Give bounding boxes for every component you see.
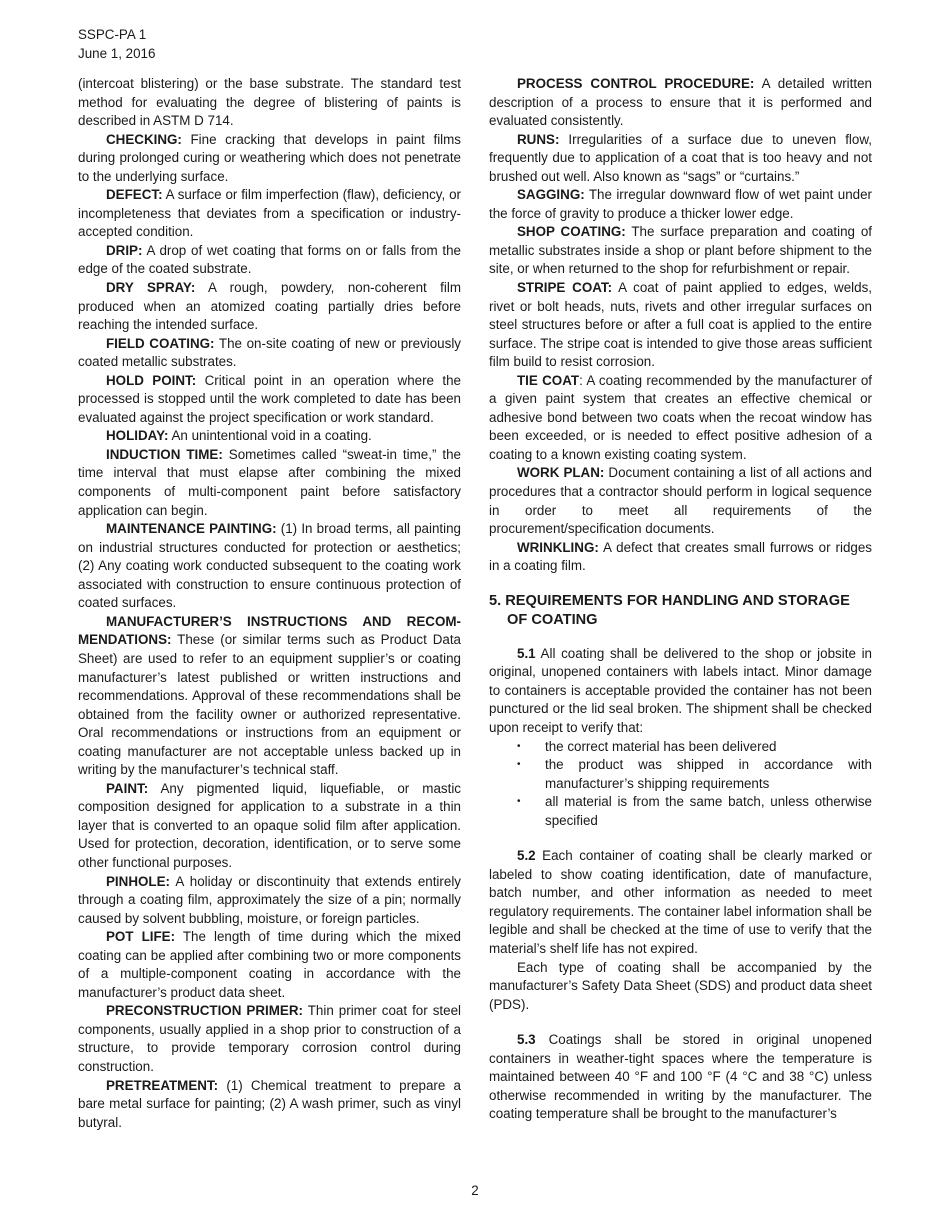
section-heading: 5. REQUIREMENTS FOR HANDLING AND STORAGE OF COATING — [489, 592, 850, 629]
definition-term: WRINKLING: — [517, 539, 599, 555]
definition-term: SHOP COATING: — [517, 224, 626, 240]
definition-text: The surface preparation and coating of metallic substrates inside a shop or plant before shipment to the site, or when returned to the shop for refurbishment or repair. — [489, 224, 873, 277]
definition-dry-spray — [78, 279, 461, 335]
definition-pot-life — [78, 928, 461, 1002]
paragraph-5-2 — [489, 847, 872, 958]
definition-pinhole — [78, 873, 461, 929]
definition-checking — [78, 131, 461, 187]
definition-term: DEFECT: — [106, 187, 163, 203]
continuation-paragraph: (intercoat blistering) or the base substrate. The standard test method for evaluating the degree of blistering of paints is described in ASTM D 714. — [78, 76, 461, 129]
definition-term: PRECONSTRUCTION PRIMER: — [106, 1003, 303, 1019]
definition-term: MANUFACTURER’S INSTRUCTIONS AND RECOM-MENDATIONS: — [78, 613, 461, 648]
definition-preconstruction-primer — [78, 1002, 461, 1076]
paragraph-text: Each container of coating shall be clearly marked or labeled to show coating identification, date of manufacture, batch number, and other information as needed to meet regulatory requirements. The container label information shall be legible and shall be checked at the time of use to verify that the material’s shelf life has not expired. — [489, 848, 872, 956]
paragraph-number: 5.3 — [517, 1032, 536, 1048]
definition-text: (1) Chemical treatment to prepare a bare metal surface for painting; (2) A wash primer, such as vinyl butyral. — [78, 1077, 461, 1130]
definition-text: Sometimes called “sweat-in time,” the time interval that must elapse after combining the mixed components of multi-component paint before satisfactory application can begin. — [78, 446, 461, 518]
definition-term: PAINT: — [106, 780, 149, 796]
definition-term: HOLD POINT: — [106, 372, 197, 388]
definition-hold-point — [78, 372, 461, 428]
definition-term: TIE COAT — [517, 372, 580, 388]
definition-text: Fine cracking that develops in paint films during prolonged curing or weathering which does not penetrate to the underlying surface. — [78, 131, 461, 184]
paragraph-5-3 — [489, 1031, 872, 1124]
paragraph-gap — [489, 830, 872, 847]
paragraph-5-2-followup: Each type of coating shall be accompanied by the manufacturer’s Safety Data Sheet (SDS) and product data sheet (PDS). — [489, 959, 872, 1012]
bullet-item: • all material is from the same batch, unless otherwise specified — [517, 793, 872, 830]
definition-term: RUNS: — [517, 131, 560, 147]
paragraph-number: 5.1 — [517, 645, 536, 661]
page-header — [78, 26, 155, 63]
definition-text: A drop of wet coating that forms on or falls from the edge of the coated substrate. — [78, 242, 461, 277]
definition-induction-time — [78, 446, 461, 520]
definition-text: An unintentional void in a coating. — [168, 428, 372, 444]
paragraph-number: 5.2 — [517, 848, 536, 864]
definition-term: POT LIFE: — [106, 929, 176, 945]
paragraph-text: Coatings shall be stored in original unopened containers in weather-tight spaces where the temperature is maintained between 40 °F and 100 °F (4 °C and 38 °C) unless otherwise recommended in writing by the manufacturer. The coating temperature shall be brought to the manufacturer’s — [489, 1032, 872, 1122]
bullet-item: • the correct material has been delivered — [517, 738, 872, 757]
bullet-item: • the product was shipped in accordance with manufacturer’s shipping requirements — [517, 756, 872, 793]
definition-holiday — [78, 427, 461, 446]
definition-text: A coat of paint applied to edges, welds, rivet or bolt heads, nuts, rivets and other irregular surfaces on steel structures before or after a full coat is applied to the entire surface. The stripe coat is intended to give those areas sufficient film build to resist corrosion. — [489, 280, 872, 370]
definition-term: PROCESS CONTROL PROCEDURE: — [517, 76, 755, 91]
definition-process-control-procedure — [489, 75, 872, 131]
definition-text: These (or similar terms such as Product Data Sheet) are used to refer to an equipment supplier’s or coating manufacturer’s latest published or written instructions and recommendations. Approval of these recommendations shall be obtained from the facility owner or authorized representative. Oral recommendations or instructions from an equipment or coating manufacturer are not acceptable unless backed up in writing by the manufacturer’s technical staff. — [78, 632, 461, 778]
bullet-list — [489, 738, 872, 831]
definition-text: A rough, powdery, non-coherent film produced when an atomized coating partially dries before reaching the intended surface. — [78, 280, 461, 333]
definition-maintenance-painting — [78, 520, 461, 613]
definition-text: (1) In broad terms, all painting on industrial structures conducted for protection or aesthetics; (2) Any coating work conducted subsequent to the coating work associated with construction to ensure continuous protection of coated surfaces. — [78, 521, 461, 611]
definition-term: MAINTENANCE PAINTING: — [106, 521, 277, 537]
definition-drip — [78, 242, 461, 279]
definition-term: PRETREATMENT: — [106, 1077, 219, 1093]
definition-shop-coating — [489, 223, 872, 279]
page-number: 2 — [471, 1183, 479, 1198]
definition-term: DRIP: — [106, 242, 143, 258]
definition-stripe-coat — [489, 279, 872, 372]
definition-term: STRIPE COAT: — [517, 280, 613, 296]
definition-text: Critical point in an operation where the processed is stopped until the work completed to date has been evaluated against the project specification or work standard. — [78, 372, 461, 425]
definition-term: INDUCTION TIME: — [106, 446, 223, 462]
paragraph-text: All coating shall be delivered to the shop or jobsite in original, unopened containers with labels intact. Minor damage to containers is acceptable provided the container has not been punctured or the lid seal broken. The shipment shall be checked upon receipt to verify that: — [489, 645, 872, 735]
definition-term: CHECKING: — [106, 131, 182, 147]
definition-text: Document containing a list of all actions and procedures that a contractor should perform in logical sequence in order to meet all requirements of the procurement/specification documents. — [489, 465, 872, 537]
definition-pretreatment — [78, 1077, 461, 1133]
definition-text: A holiday or discontinuity that extends entirely through a coating film, approximately the size of a pin; normally caused by solvent bubbling, moisture, or foreign particles. — [78, 873, 461, 926]
definition-text: Thin primer coat for steel components, usually applied in a shop prior to construction of a structure, to provide temporary corrosion control during construction. — [78, 1003, 461, 1074]
definition-text: The on-site coating of new or previously coated metallic substrates. — [78, 335, 462, 370]
definition-term: WORK PLAN: — [517, 465, 605, 481]
definition-text: The length of time during which the mixed coating can be applied after combining two or more components of a multiple-component coating in accordance with the manufacturer’s product data sheet. — [78, 929, 461, 1000]
definition-text: A defect that creates small furrows or ridges in a coating film. — [489, 539, 872, 574]
definition-work-plan — [489, 464, 872, 538]
definition-tie-coat — [489, 372, 872, 465]
paragraph-gap — [489, 1014, 872, 1031]
definition-defect — [78, 186, 461, 242]
definition-text: Irregularities of a surface due to uneven flow, frequently due to application of a coat that is too heavy and not brushed out well. Also known as “sags” or “curtains.” — [489, 131, 872, 184]
definition-runs — [489, 131, 872, 187]
definition-term: PINHOLE: — [106, 873, 170, 889]
definition-paint — [78, 780, 461, 873]
definition-term: HOLIDAY: — [106, 428, 169, 444]
definition-term: DRY SPRAY: — [106, 280, 196, 296]
definition-field-coating — [78, 335, 461, 372]
definition-text: A detailed written description of a process to ensure that it is performed and evaluated consistently. — [489, 76, 872, 129]
document-date: June 1, 2016 — [78, 45, 156, 61]
definition-term: FIELD COATING: — [106, 335, 215, 351]
definition-wrinkling — [489, 539, 872, 576]
definition-sagging — [489, 186, 872, 223]
paragraph-5-1 — [489, 645, 872, 738]
document-id: SSPC-PA 1 — [78, 27, 147, 42]
definition-text: The irregular downward flow of wet paint under the force of gravity to produce a thicker lower edge. — [489, 187, 872, 221]
definition-text: Any pigmented liquid, liquefiable, or mastic composition designed for application to a substrate in a thin layer that is converted to an opaque solid film after application. Used for protection, decoration, identification, or to serve some other functional purposes. — [78, 780, 461, 870]
right-column — [489, 75, 872, 1124]
definition-term: SAGGING: — [517, 187, 585, 203]
definition-text: A surface or film imperfection (flaw), deficiency, or incompleteness that deviates from a specification or industry-accepted condition. — [78, 187, 461, 240]
definition-text: : A coating recommended by the manufacturer of a given paint system that creates an effective chemical or adhesive bond between two coats when the recoat window has been exceeded, or is needed to effect positive adhesion of a coating to a known existing coating system. — [489, 372, 873, 462]
left-column — [78, 75, 461, 1132]
definition-manufacturers-instructions — [78, 613, 461, 780]
